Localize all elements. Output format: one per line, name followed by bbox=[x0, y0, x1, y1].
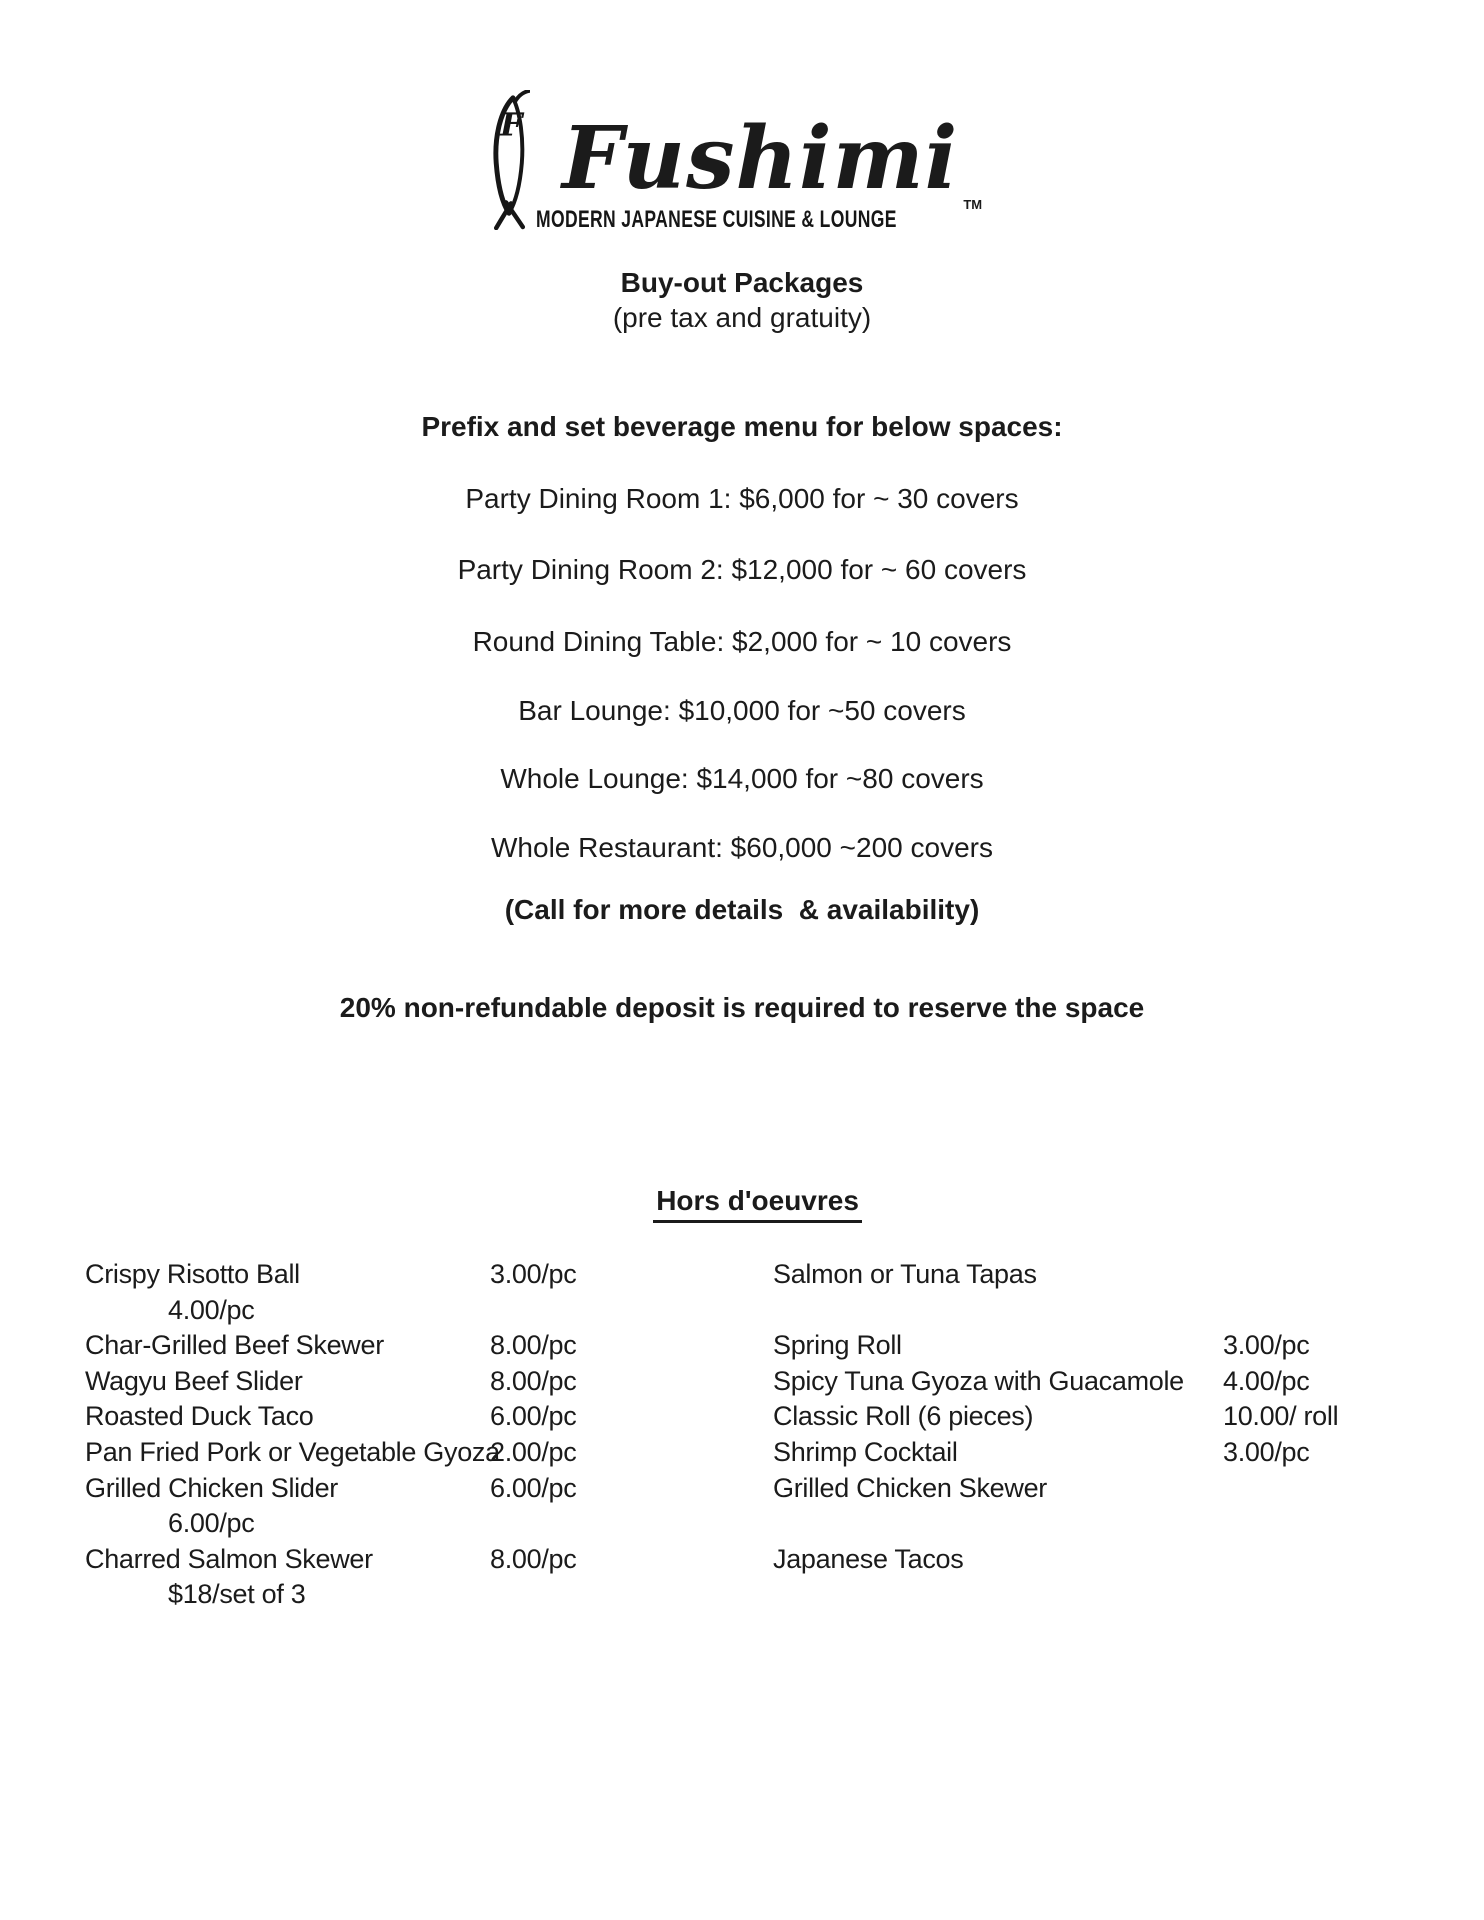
menu-item-price: 2.00/pc bbox=[490, 1436, 577, 1467]
brand-tagline: MODERN JAPANESE CUISINE & LOUNGE bbox=[536, 206, 897, 233]
menu-item-name: Shrimp Cocktail bbox=[773, 1436, 958, 1467]
menu-item-price bbox=[1223, 1506, 1409, 1542]
menu-item-secondary-price: $18/set of 3 bbox=[168, 1579, 306, 1610]
space-line-party-room-1: Party Dining Room 1: $6,000 for ~ 30 covers bbox=[465, 483, 1019, 514]
menu-item-name: Spicy Tuna Gyoza with Guacamole bbox=[773, 1365, 1184, 1396]
hors-doeuvres-heading-text: Hors d'oeuvres bbox=[653, 1184, 862, 1223]
menu-item-secondary-price: 6.00/pc bbox=[168, 1508, 255, 1539]
menu-item-name bbox=[773, 1293, 1223, 1329]
space-line-round-table: Round Dining Table: $2,000 for ~ 10 covers bbox=[472, 626, 1012, 657]
menu-item-price bbox=[1223, 1542, 1409, 1578]
menu-item-price bbox=[1223, 1293, 1409, 1329]
menu-item-price: 6.00/pc bbox=[490, 1401, 577, 1432]
menu-item-price: 3.00/pc bbox=[1223, 1436, 1310, 1467]
space-line-party-room-2: Party Dining Room 2: $12,000 for ~ 60 covers bbox=[457, 554, 1027, 585]
buyout-title: Buy-out Packages bbox=[620, 267, 864, 298]
menu-item-price bbox=[1223, 1257, 1409, 1293]
menu-item-price: 6.00/pc bbox=[490, 1472, 577, 1503]
trademark-symbol: TM bbox=[963, 197, 983, 212]
space-line-whole-lounge: Whole Lounge: $14,000 for ~80 covers bbox=[500, 763, 984, 794]
menu-item-name: Spring Roll bbox=[773, 1330, 902, 1361]
hors-doeuvres-table bbox=[85, 1257, 1409, 1613]
menu-item-price bbox=[490, 1506, 773, 1542]
menu-item-name: Pan Fried Pork or Vegetable Gyoza bbox=[85, 1436, 500, 1467]
menu-item-name: Grilled Chicken Skewer bbox=[773, 1472, 1047, 1503]
menu-item-price: 4.00/pc bbox=[1223, 1365, 1310, 1396]
menu-item-price: 3.00/pc bbox=[1223, 1330, 1310, 1361]
menu-item-name: Japanese Tacos bbox=[773, 1543, 964, 1574]
buyout-subtitle: (pre tax and gratuity) bbox=[612, 302, 872, 333]
menu-item-name bbox=[773, 1577, 1223, 1613]
menu-item-name: Classic Roll (6 pieces) bbox=[773, 1401, 1034, 1432]
space-line-bar-lounge: Bar Lounge: $10,000 for ~50 covers bbox=[518, 695, 966, 726]
prefix-heading: Prefix and set beverage menu for below spaces: bbox=[421, 411, 1063, 442]
menu-item-price: 10.00/ roll bbox=[1223, 1401, 1339, 1432]
menu-item-name bbox=[773, 1506, 1223, 1542]
menu-item-name: Roasted Duck Taco bbox=[85, 1401, 314, 1432]
menu-item-name: Crispy Risotto Ball bbox=[85, 1259, 300, 1289]
menu-item-price: 3.00/pc bbox=[490, 1259, 577, 1289]
deposit-note: 20% non-refundable deposit is required to reserve the space bbox=[339, 992, 1145, 1023]
menu-item-name: Wagyu Beef Slider bbox=[85, 1365, 303, 1396]
call-note: (Call for more details & availability) bbox=[504, 894, 980, 925]
menu-item-price: 8.00/pc bbox=[490, 1543, 577, 1574]
menu-item-name: Grilled Chicken Slider bbox=[85, 1472, 338, 1503]
menu-item-price: 8.00/pc bbox=[490, 1330, 577, 1361]
menu-item-price bbox=[1223, 1471, 1409, 1507]
restaurant-logo bbox=[490, 84, 983, 244]
svg-text:F: F bbox=[500, 106, 523, 144]
menu-item-price bbox=[490, 1293, 773, 1329]
menu-item-name: Char-Grilled Beef Skewer bbox=[85, 1330, 384, 1361]
menu-item-price: 8.00/pc bbox=[490, 1365, 577, 1396]
hors-doeuvres-heading bbox=[0, 1150, 1484, 1257]
brand-wordmark: Fushimi bbox=[562, 108, 959, 209]
menu-item-name: Salmon or Tuna Tapas bbox=[773, 1259, 1037, 1289]
space-line-whole-restaurant: Whole Restaurant: $60,000 ~200 covers bbox=[491, 832, 993, 863]
menu-item-price bbox=[490, 1577, 773, 1613]
menu-item-name: Charred Salmon Skewer bbox=[85, 1543, 373, 1574]
fish-logo-icon bbox=[490, 90, 530, 230]
menu-item-price bbox=[1223, 1577, 1409, 1613]
menu-item-secondary-price: 4.00/pc bbox=[168, 1294, 255, 1325]
